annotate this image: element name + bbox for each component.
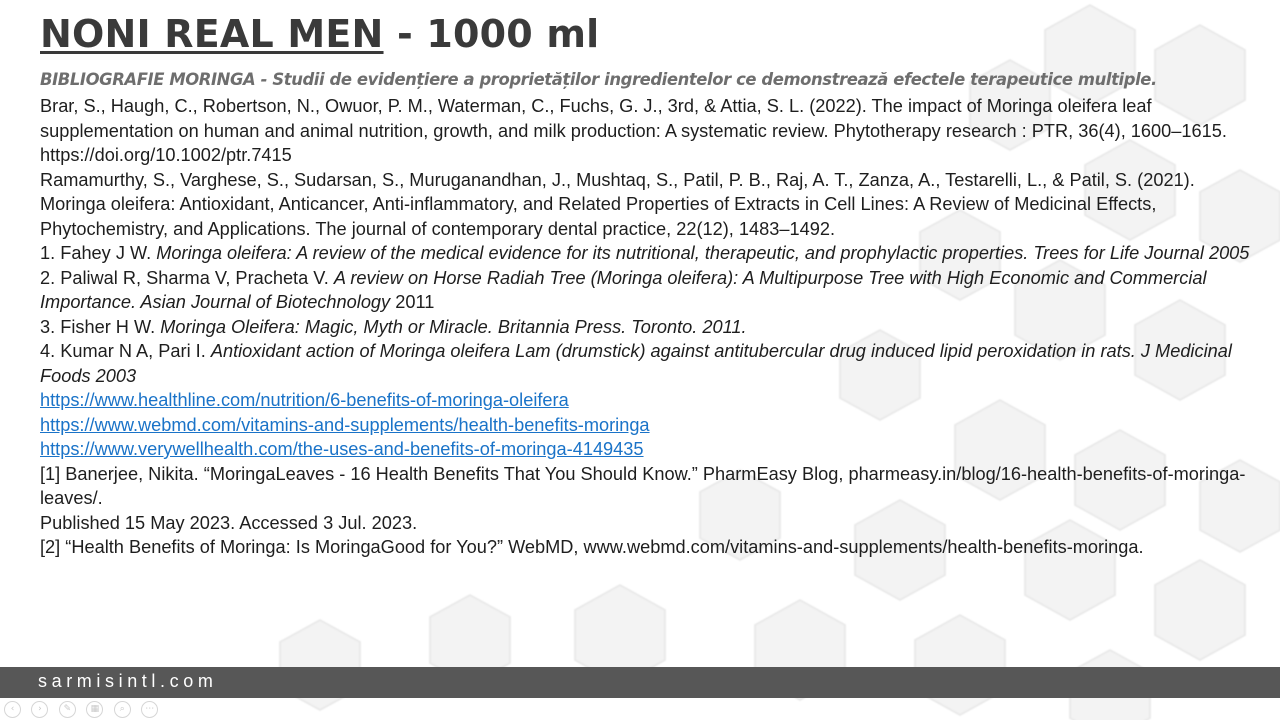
reference-1 xyxy=(40,241,1262,266)
reference-4-author: 4. Kumar N A, Pari I. xyxy=(40,341,211,361)
reference-3-title: Moringa Oleifera: Magic, Myth or Miracle. Britannia Press. Toronto. 2011. xyxy=(160,316,747,337)
reference-3 xyxy=(40,315,1262,340)
bibliography-list xyxy=(40,94,1262,560)
footer-site-name: sarmisintl.com xyxy=(38,671,218,691)
title-brand: NONI REAL MEN xyxy=(40,12,384,56)
link-row-webmd xyxy=(40,413,1262,438)
slideshow-controls xyxy=(4,698,164,718)
more-options-icon[interactable]: ⋯ xyxy=(141,701,158,718)
note-1-published: Published 15 May 2023. Accessed 3 Jul. 2023. xyxy=(40,512,418,533)
reference-ramamurthy: Ramamurthy, S., Varghese, S., Sudarsan, S., Muruganandhan, J., Mushtaq, S., Patil, P. B., Raj, A. T., Zanza, A., Testarelli, L., & Patil, S. (2021). Moringa oleifera: Antioxidant, Anticancer, Anti-inflammatory, and Related Properties of Extracts in Cell Lines: A Review of Medicinal Effects, Phytochemistry, and Applications. The journal of contemporary dental practice, 22(12), 1483–1492. xyxy=(40,169,1195,239)
hexagon-shape xyxy=(915,615,1005,715)
reference-1-title: Moringa oleifera: A review of the medical evidence for its nutritional, therapeutic, and prophylactic properties. Trees for Life Journal 2005 xyxy=(156,243,1250,263)
reference-4-title: Antioxidant action of Moringa oleifera Lam (drumstick) against antitubercular drug induced lipid peroxidation in rats. J Medicinal Foods 2003 xyxy=(40,341,1232,386)
previous-slide-icon[interactable]: ‹ xyxy=(4,701,21,718)
slide-subtitle: BIBLIOGRAFIE MORINGA - Studii de evidențiere a proprietăților ingredientelor ce demonstrează efectele terapeutice multiple. xyxy=(40,70,1157,89)
reference-3-author: 3. Fisher H W. xyxy=(40,316,161,337)
link-row-healthline xyxy=(40,388,1262,413)
zoom-icon[interactable]: ⌕ xyxy=(114,701,131,718)
note-1: [1] Banerjee, Nikita. “MoringaLeaves - 16 Health Benefits That You Should Know.” PharmEasy Blog, pharmeasy.in/blog/16-health-benefits-of-moringa-leaves/. xyxy=(40,463,1246,508)
hexagon-shape xyxy=(1155,560,1245,660)
slides-grid-icon[interactable]: ▦ xyxy=(86,701,103,718)
link-healthline[interactable]: https://www.healthline.com/nutrition/6-benefits-of-moringa-oleifera xyxy=(40,390,569,410)
reference-2-title: A review on Horse Radiah Tree (Moringa oleifera): A Multipurpose Tree with High Economic and Commercial Importance. Asian Journal of Biotechnology xyxy=(40,267,1207,312)
next-slide-icon[interactable]: › xyxy=(31,701,48,718)
link-row-verywell xyxy=(40,437,1262,462)
reference-2-author: 2. Paliwal R, Sharma V, Pracheta V. xyxy=(40,267,334,288)
footer-bar xyxy=(0,667,1280,698)
hexagon-shape xyxy=(1045,5,1135,105)
slide-title xyxy=(40,12,599,56)
title-suffix: - 1000 ml xyxy=(383,12,600,56)
reference-2-year: 2011 xyxy=(390,292,435,312)
note-2: [2] “Health Benefits of Moringa: Is MoringaGood for You?” WebMD, www.webmd.com/vitamins-and-supplements/health-benefits-moringa. xyxy=(40,537,1144,557)
link-webmd[interactable]: https://www.webmd.com/vitamins-and-supplements/health-benefits-moringa xyxy=(40,414,650,435)
reference-2 xyxy=(40,266,1262,315)
reference-4 xyxy=(40,339,1262,388)
pen-icon[interactable]: ✎ xyxy=(59,701,76,718)
link-verywellhealth[interactable]: https://www.verywellhealth.com/the-uses-and-benefits-of-moringa-4149435 xyxy=(40,439,644,459)
reference-1-author: 1. Fahey J W. xyxy=(40,243,157,263)
reference-brar: Brar, S., Haugh, C., Robertson, N., Owuor, P. M., Waterman, C., Fuchs, G. J., 3rd, & Attia, S. L. (2022). The impact of Moringa oleifera leaf supplementation on human and animal nutrition, growth, and milk production: A systematic review. Phytotherapy research : PTR, 36(4), 1600–1615. https://doi.org/10.1002/ptr.7415 xyxy=(40,96,1227,165)
